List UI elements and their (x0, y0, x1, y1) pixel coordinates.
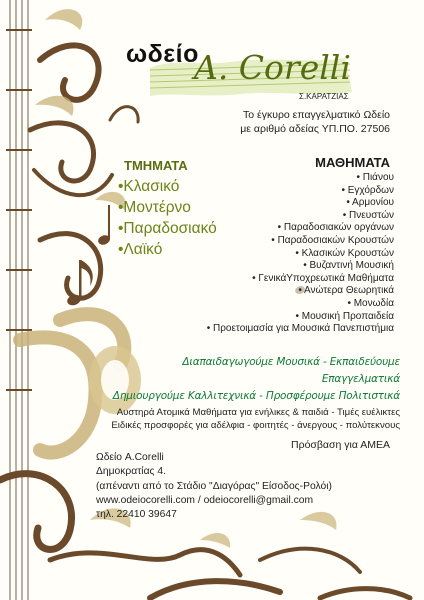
department-item: •Λαϊκό (118, 241, 163, 258)
department-item: •Παραδοσιακό (118, 220, 217, 237)
lesson-item: • Παραδοσιακών Κρουστών (271, 234, 394, 246)
brand-odeio: ωδείο (126, 40, 199, 68)
lesson-item: • Παραδοσιακών οργάνων (277, 222, 394, 234)
contact-street: Δημοκρατίας 4. (96, 466, 166, 478)
contact-name: Ωδείο A.Corelli (96, 452, 164, 463)
lesson-item: • ΓενικάΥποχρεωτικά Μαθήματα (252, 272, 394, 284)
brand-name-logo: A. Corelli (194, 48, 351, 87)
departments-list (118, 176, 217, 260)
intro-text (240, 108, 390, 136)
slogan-line-2: Δημιουργούμε Καλλιτεχνικά - Προσφέρουμε Πολιτιστικά (112, 390, 400, 402)
lesson-item: • Μονωδία (347, 297, 394, 309)
department-item: •Κλασικό (118, 178, 180, 195)
lesson-item: • Βυζαντινή Μουσική (303, 260, 394, 272)
lesson-item: • Ανώτερα Θεωρητικά (298, 285, 394, 297)
lesson-item: • Μουσική Προπαιδεία (295, 310, 394, 322)
intro-line-1: Το έγκυρο επαγγελματικό Ωδείο (243, 109, 390, 121)
slogan-banner (104, 354, 400, 405)
lesson-item: • Πνευστών (342, 209, 394, 221)
lesson-item: • Κλασικών Κρουστών (295, 247, 394, 259)
lessons-title: ΜΑΘΗΜΑΤΑ (315, 155, 390, 170)
accessibility-note: Πρόσβαση για ΑΜΕΑ (291, 439, 390, 451)
lesson-item: • Πιάνου (356, 172, 394, 183)
brown-swirls (30, 45, 138, 298)
lesson-item: • Προετοιμασία για Μουσικά Πανεπιστήμια (206, 323, 394, 335)
intro-line-2: με αριθμό αδείας ΥΠ.ΠΟ. 27506 (240, 123, 390, 135)
slogan-line-1: Διαπαιδαγωγούμε Μουσικά - Εκπαιδεύουμε Επαγγελματικά (182, 356, 400, 385)
notes-line-2: Ειδικές προσφορές για αδέλφια - φοιτητές - άνεργους - πολύτεκνους (111, 420, 400, 431)
contact-directions: (απέναντι από το Στάδιο "Διαγόρας" Είσοδος-Ρολόι) (96, 480, 332, 492)
lessons-list (207, 172, 394, 336)
contact-block (96, 451, 332, 522)
brand-subtitle: Σ.ΚΑΡΑΤΖΙΑΣ (299, 92, 349, 101)
notes-line-1: Αυστηρά Ατομικά Μαθήματα για ενήλικες & παιδιά - Τιμές ευέλικτες (116, 407, 400, 418)
offers-notes (111, 406, 400, 432)
lesson-item: • Εγχόρδων (341, 184, 394, 196)
lesson-item: • Αρμονίου (346, 197, 394, 209)
departments-title: ΤΜΗΜΑΤΑ (124, 158, 188, 173)
contact-phone: τηλ. 22410 39647 (96, 509, 177, 521)
contact-web-email: www.odeiocorelli.com / odeiocorelli@gmail.com (96, 494, 314, 506)
department-item: •Μοντέρνο (118, 199, 191, 216)
